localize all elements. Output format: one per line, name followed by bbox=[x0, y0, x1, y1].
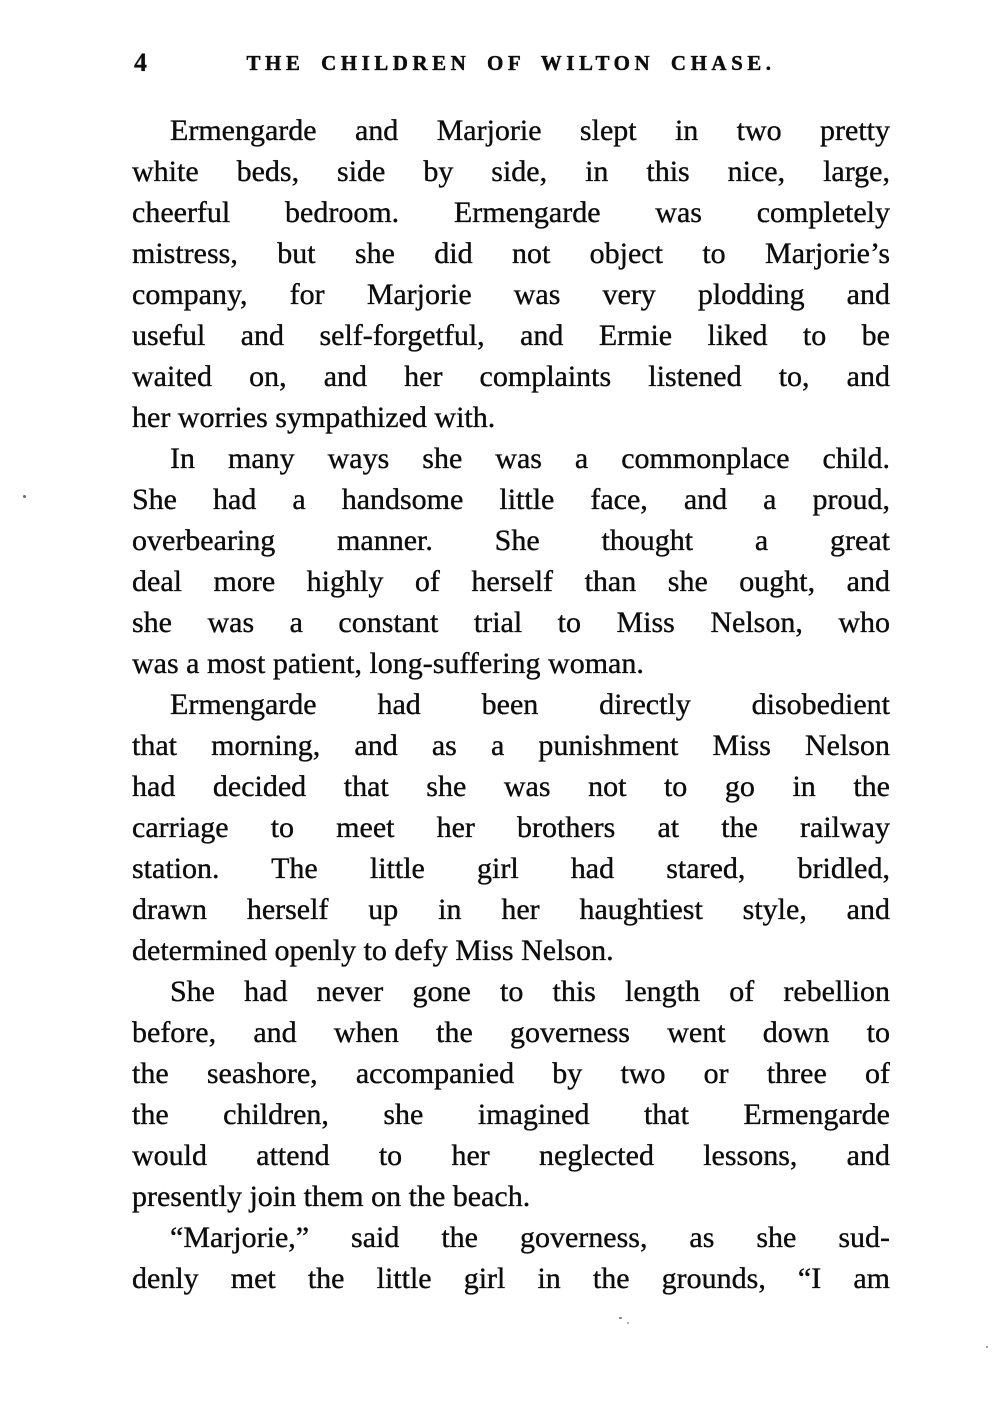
scan-speck bbox=[23, 495, 26, 498]
paragraph bbox=[132, 1217, 890, 1299]
page-number: 4 bbox=[134, 48, 148, 77]
text-line: Ermengarde and Marjorie slept in two pretty bbox=[170, 114, 890, 147]
page-body bbox=[132, 110, 890, 1299]
text-line: overbearing manner. She thought a great bbox=[132, 524, 890, 557]
text-line: Ermengarde had been directly disobedient bbox=[170, 688, 890, 721]
scan-speck bbox=[619, 1317, 622, 1319]
text-line: would attend to her neglected lessons, and bbox=[132, 1139, 890, 1172]
text-line: company, for Marjorie was very plodding and bbox=[132, 278, 890, 311]
scan-speck bbox=[986, 1346, 988, 1348]
text-line: She had never gone to this length of rebellion bbox=[170, 975, 890, 1008]
text-line: determined openly to defy Miss Nelson. bbox=[132, 934, 614, 967]
text-line: before, and when the governess went down to bbox=[132, 1016, 890, 1049]
paragraph bbox=[132, 110, 890, 438]
text-line: had decided that she was not to go in the bbox=[132, 770, 890, 803]
text-line: waited on, and her complaints listened to, and bbox=[132, 360, 890, 393]
text-line: her worries sympathized with. bbox=[132, 401, 496, 434]
text-line: she was a constant trial to Miss Nelson, who bbox=[132, 606, 890, 639]
text-line: mistress, but she did not object to Marjorie’s bbox=[132, 237, 890, 270]
text-line: drawn herself up in her haughtiest style, and bbox=[132, 893, 890, 926]
text-line: presently join them on the beach. bbox=[132, 1180, 531, 1213]
page-header bbox=[132, 48, 890, 82]
paragraph bbox=[132, 438, 890, 684]
running-title: THE CHILDREN OF WILTON CHASE. bbox=[246, 51, 776, 75]
text-line: that morning, and as a punishment Miss Nelson bbox=[132, 729, 890, 762]
text-line: the children, she imagined that Ermengarde bbox=[132, 1098, 890, 1131]
text-line: denly met the little girl in the grounds, “I am bbox=[132, 1262, 890, 1295]
text-line: white beds, side by side, in this nice, large, bbox=[132, 155, 890, 188]
paragraph bbox=[132, 684, 890, 971]
text-line: She had a handsome little face, and a proud, bbox=[132, 483, 890, 516]
text-line: In many ways she was a commonplace child. bbox=[170, 442, 890, 475]
text-line: was a most patient, long-suffering woman. bbox=[132, 647, 644, 680]
paragraph bbox=[132, 971, 890, 1217]
text-line: cheerful bedroom. Ermengarde was completely bbox=[132, 196, 890, 229]
text-line: deal more highly of herself than she ought, and bbox=[132, 565, 890, 598]
text-line: “Marjorie,” said the governess, as she sud- bbox=[170, 1221, 890, 1254]
text-line: carriage to meet her brothers at the railway bbox=[132, 811, 890, 844]
scan-speck bbox=[627, 1322, 629, 1324]
text-line: the seashore, accompanied by two or three of bbox=[132, 1057, 890, 1090]
text-line: station. The little girl had stared, bridled, bbox=[132, 852, 890, 885]
text-line: useful and self-forgetful, and Ermie liked to be bbox=[132, 319, 890, 352]
